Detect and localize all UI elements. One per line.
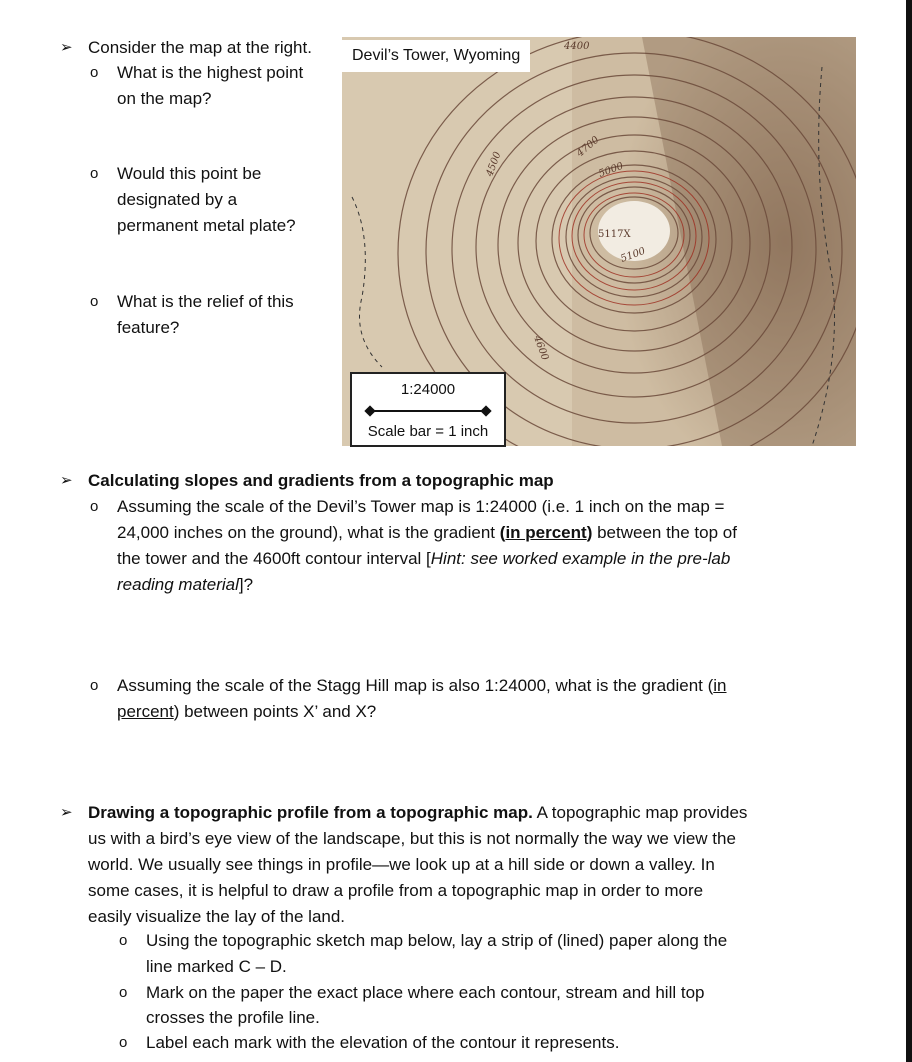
q3-line3: world. We usually see things in profile—we look up at a hill side or down a valley. In xyxy=(88,855,715,874)
q1-sub2c: permanent metal plate? xyxy=(117,216,296,235)
q3-line1: Drawing a topographic profile from a topographic map. A topographic map provides xyxy=(88,803,748,822)
contour-label-5000: 5000 xyxy=(597,160,625,180)
q3-b2-line2: crosses the profile line. xyxy=(146,1008,320,1027)
q1-sub1: What is the highest point xyxy=(117,63,304,82)
scale-note: Scale bar = 1 inch xyxy=(367,423,489,440)
scale-legend xyxy=(350,372,506,447)
arrow-bullet-icon: ➢ xyxy=(60,39,73,56)
q2-p1-line2: 24,000 inches on the ground), what is the gradient (in percent) between the top of xyxy=(117,523,737,542)
circle-bullet-icon: o xyxy=(90,293,99,310)
circle-bullet-icon: o xyxy=(90,677,99,694)
q1-main: Consider the map at the right. xyxy=(88,38,312,57)
page-right-edge xyxy=(906,0,912,1062)
contour-label-4400: 4400 xyxy=(564,41,590,52)
contour-label-4500: 4500 xyxy=(484,150,504,179)
q2-p1-line3: the tower and the 4600ft contour interval [Hint: see worked example in the pre-lab xyxy=(117,549,731,568)
circle-bullet-icon: o xyxy=(119,932,128,949)
q2-heading: Calculating slopes and gradients from a topographic map xyxy=(88,471,554,490)
q3-line2: us with a bird’s eye view of the landscape, but this is not normally the way we view the xyxy=(88,829,736,848)
scale-ratio: 1:24000 xyxy=(400,381,456,398)
circle-bullet-icon: o xyxy=(90,498,99,515)
arrow-bullet-icon: ➢ xyxy=(60,804,73,821)
q3-b3-line1: Label each mark with the elevation of the contour it represents. xyxy=(146,1033,620,1052)
q1-sub2a: Would this point be xyxy=(117,164,262,183)
q3-line5: easily visualize the lay of the land. xyxy=(88,907,346,926)
circle-bullet-icon: o xyxy=(119,1034,128,1051)
circle-bullet-icon: o xyxy=(90,165,99,182)
contour-label-5100: 5100 xyxy=(619,245,647,265)
q1-sub3a: What is the relief of this xyxy=(117,292,294,311)
map-title: Devil’s Tower, Wyoming xyxy=(342,40,530,72)
q2-p2-line1: Assuming the scale of the Stagg Hill map is also 1:24000, what is the gradient (in xyxy=(117,676,727,695)
q1-sub1b: on the map? xyxy=(117,89,212,108)
q2-p2-line2: percent) between points X’ and X? xyxy=(117,702,377,721)
q3-line4: some cases, it is helpful to draw a profile from a topographic map in order to more xyxy=(88,881,704,900)
scale-bar-icon xyxy=(370,410,486,412)
q3-b2-line1: Mark on the paper the exact place where each contour, stream and hill top xyxy=(146,983,705,1002)
circle-bullet-icon: o xyxy=(119,984,128,1001)
arrow-bullet-icon: ➢ xyxy=(60,472,73,489)
circle-bullet-icon: o xyxy=(90,64,99,81)
q2-p1-line1: Assuming the scale of the Devil’s Tower map is 1:24000 (i.e. 1 inch on the map = xyxy=(117,497,725,516)
q3-b1-line1: Using the topographic sketch map below, lay a strip of (lined) paper along the xyxy=(146,931,728,950)
summit-label: 5117X xyxy=(598,229,631,240)
q3-b1-line2: line marked C – D. xyxy=(146,957,287,976)
q2-p1-line4: reading material]? xyxy=(117,575,254,594)
q1-sub3b: feature? xyxy=(117,318,180,337)
contour-label-4600: 4600 xyxy=(531,334,551,362)
q1-sub2b: designated by a xyxy=(117,190,238,209)
contour-label-4700: 4700 xyxy=(574,134,602,160)
